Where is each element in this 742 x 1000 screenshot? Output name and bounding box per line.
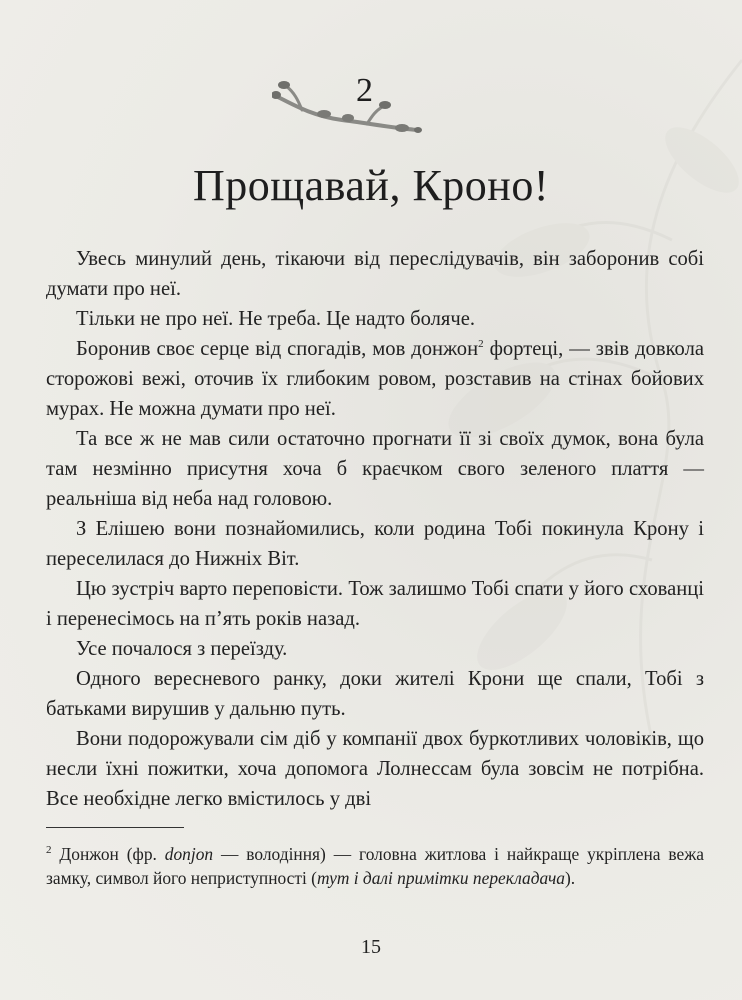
footnote-marker: 2 — [46, 844, 52, 857]
footnote-ref: 2 — [478, 338, 484, 351]
paragraph: Та все ж не мав сили остаточно прогнати її зі своїх думок, вона була там незмінно присутня хоча б краєчком свого зеленого плаття — реальніша від неба над головою. — [46, 428, 704, 510]
chapter-heading — [0, 72, 742, 152]
chapter-body — [46, 244, 704, 814]
paragraph-text: Боронив своє серце від спогадів, мов донжон — [76, 338, 479, 360]
footnote-term: donjon — [164, 844, 214, 864]
footnote — [46, 842, 704, 890]
paragraph: Вони подорожували сім діб у компанії двох буркотливих чоловіків, що несли їхні пожитки, хоча допомога Лолнессам була зовсім не потрібна. Все необхідне легко вмістилось у дві — [46, 728, 704, 810]
paragraph — [46, 334, 704, 424]
footnote-text: — володіння) — головна житлова і найкраще укріплена вежа замку, символ його неприступності ( — [46, 844, 704, 888]
twig-ornament-icon — [272, 76, 422, 136]
footnote-text: ). — [564, 868, 576, 888]
paragraph: Одного вересневого ранку, доки жителі Крони ще спали, Тобі з батьками вирушив у дальню путь. — [46, 668, 704, 720]
footnote-divider — [46, 827, 184, 828]
paragraph: Увесь минулий день, тікаючи від переслідувачів, він заборонив собі думати про неї. — [46, 248, 704, 300]
chapter-title: Прощавай, Кроно! — [192, 161, 549, 210]
paragraph-text: фортеці, — звів довкола сторожові вежі, оточив їх глибоким ровом, розставив на стінах бойових мурах. Не можна думати про неї. — [46, 338, 704, 420]
paragraph: З Елішею вони познайомились, коли родина Тобі покинула Крону і переселилася до Нижніх Віт. — [46, 518, 704, 570]
chapter-number: 2 — [356, 72, 373, 109]
page-number: 15 — [361, 936, 381, 958]
paragraph: Усе почалося з переїзду. — [76, 638, 288, 660]
paragraph: Цю зустріч варто переповісти. Тож залишмо Тобі спати у його схованці і перенесімось на п’ять років назад. — [46, 578, 704, 630]
footnote-text: Донжон (фр. — [51, 844, 165, 864]
paragraph: Тільки не про неї. Не треба. Це надто боляче. — [76, 308, 476, 330]
footnote-note: тут і далі примітки перекладача — [316, 868, 565, 888]
